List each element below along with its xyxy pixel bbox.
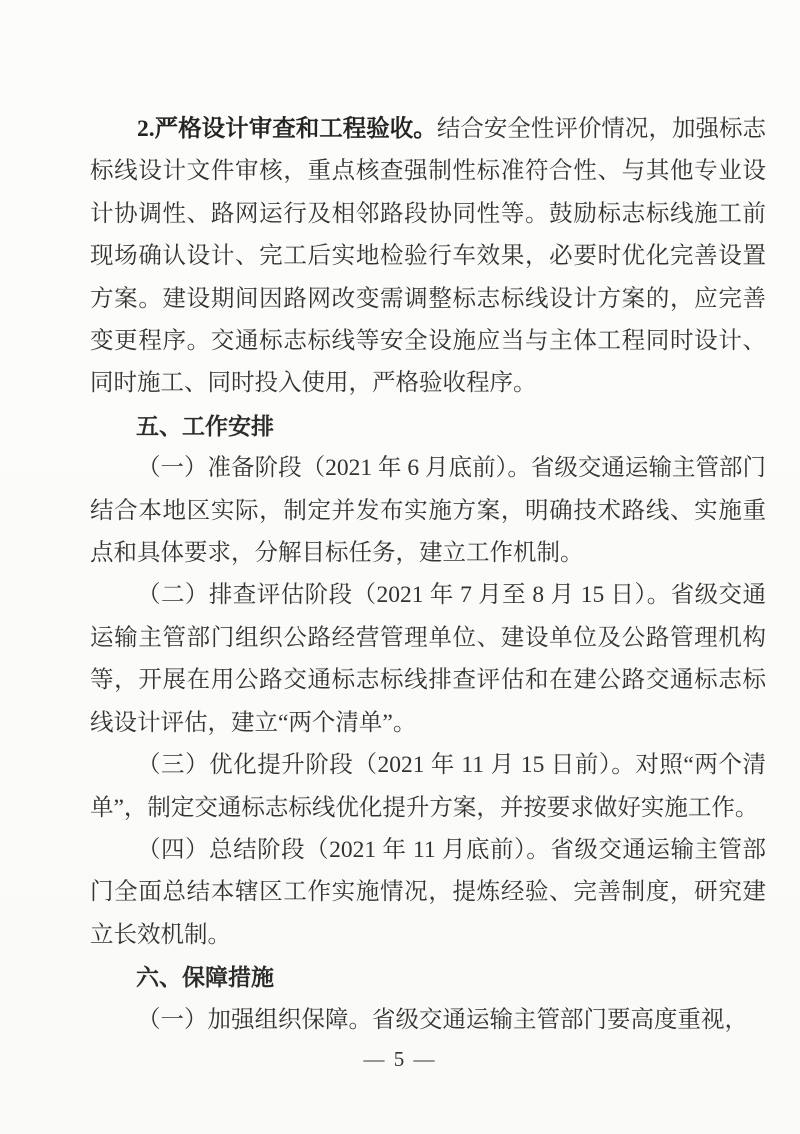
paragraph-stage-optimize-text: 对照“两个清单”，制定交通标志标线优化提升方案，并按要求做好实施工作。: [90, 752, 766, 821]
paragraph-stage-assess-text: 省级交通运输主管部门组织公路经营管理单位、建设单位及公路管理机构等，开展在用公路交通标志标线排查评估和在建公路交通标志标线设计评估，建立“两个清单”。: [90, 582, 767, 736]
paragraph-design-review: [90, 108, 766, 405]
paragraph-design-review-text: 结合安全性评价情况，加强标志标线设计文件审核，重点核查强制性标准符合性、与其他专业设计协调性、路网运行及相邻路段协同性等。鼓励标志标线施工前现场确认设计、完工后实地检验行车效果，必要时优化完善设置方案。建设期间因路网改变需调整标志标线设计方案的，应完善变更程序。交通标志标线等安全设施应当与主体工程同时设计、同时施工、同时投入使用，严格验收程序。: [90, 116, 766, 397]
paragraph-stage-assess: [90, 574, 766, 744]
paragraph-stage-optimize-lead: （三）优化提升阶段（2021 年 11 月 15 日前）。: [137, 752, 636, 779]
paragraph-stage-optimize: [90, 744, 766, 829]
paragraph-stage-assess-lead: （二）排查评估阶段（2021 年 7 月至 8 月 15 日）。: [137, 582, 671, 609]
paragraph-safeguard-org: [90, 999, 766, 1041]
section-heading-safeguard-measures: 六、保障措施: [136, 964, 274, 991]
paragraph-design-review-lead: 2.严格设计审查和工程验收。: [137, 116, 437, 142]
paragraph-stage-prepare-text: 省级交通运输主管部门结合本地区实际，制定并发布实施方案，明确技术路线、实施重点和具体要求，分解目标任务，建立工作机制。: [90, 455, 767, 567]
paragraph-stage-prepare: [90, 447, 766, 574]
paragraph-stage-summarize-lead: （四）总结阶段（2021 年 11 月底前）。: [137, 836, 551, 863]
paragraph-stage-summarize-text: 省级交通运输主管部门全面总结本辖区工作实施情况，提炼经验、完善制度，研究建立长效机制。: [90, 836, 766, 948]
document-body: [90, 108, 766, 1041]
section-heading-work-arrangement: 五、工作安排: [136, 412, 274, 439]
paragraph-stage-summarize: [90, 829, 766, 956]
paragraph-safeguard-org-text: 省级交通运输主管部门要高度重视，: [372, 1006, 748, 1033]
page-number: — 5 —: [363, 1047, 437, 1071]
paragraph-safeguard-org-lead: （一）加强组织保障。: [137, 1006, 372, 1033]
paragraph-stage-prepare-lead: （一）准备阶段（2021 年 6 月底前）。: [137, 455, 531, 482]
